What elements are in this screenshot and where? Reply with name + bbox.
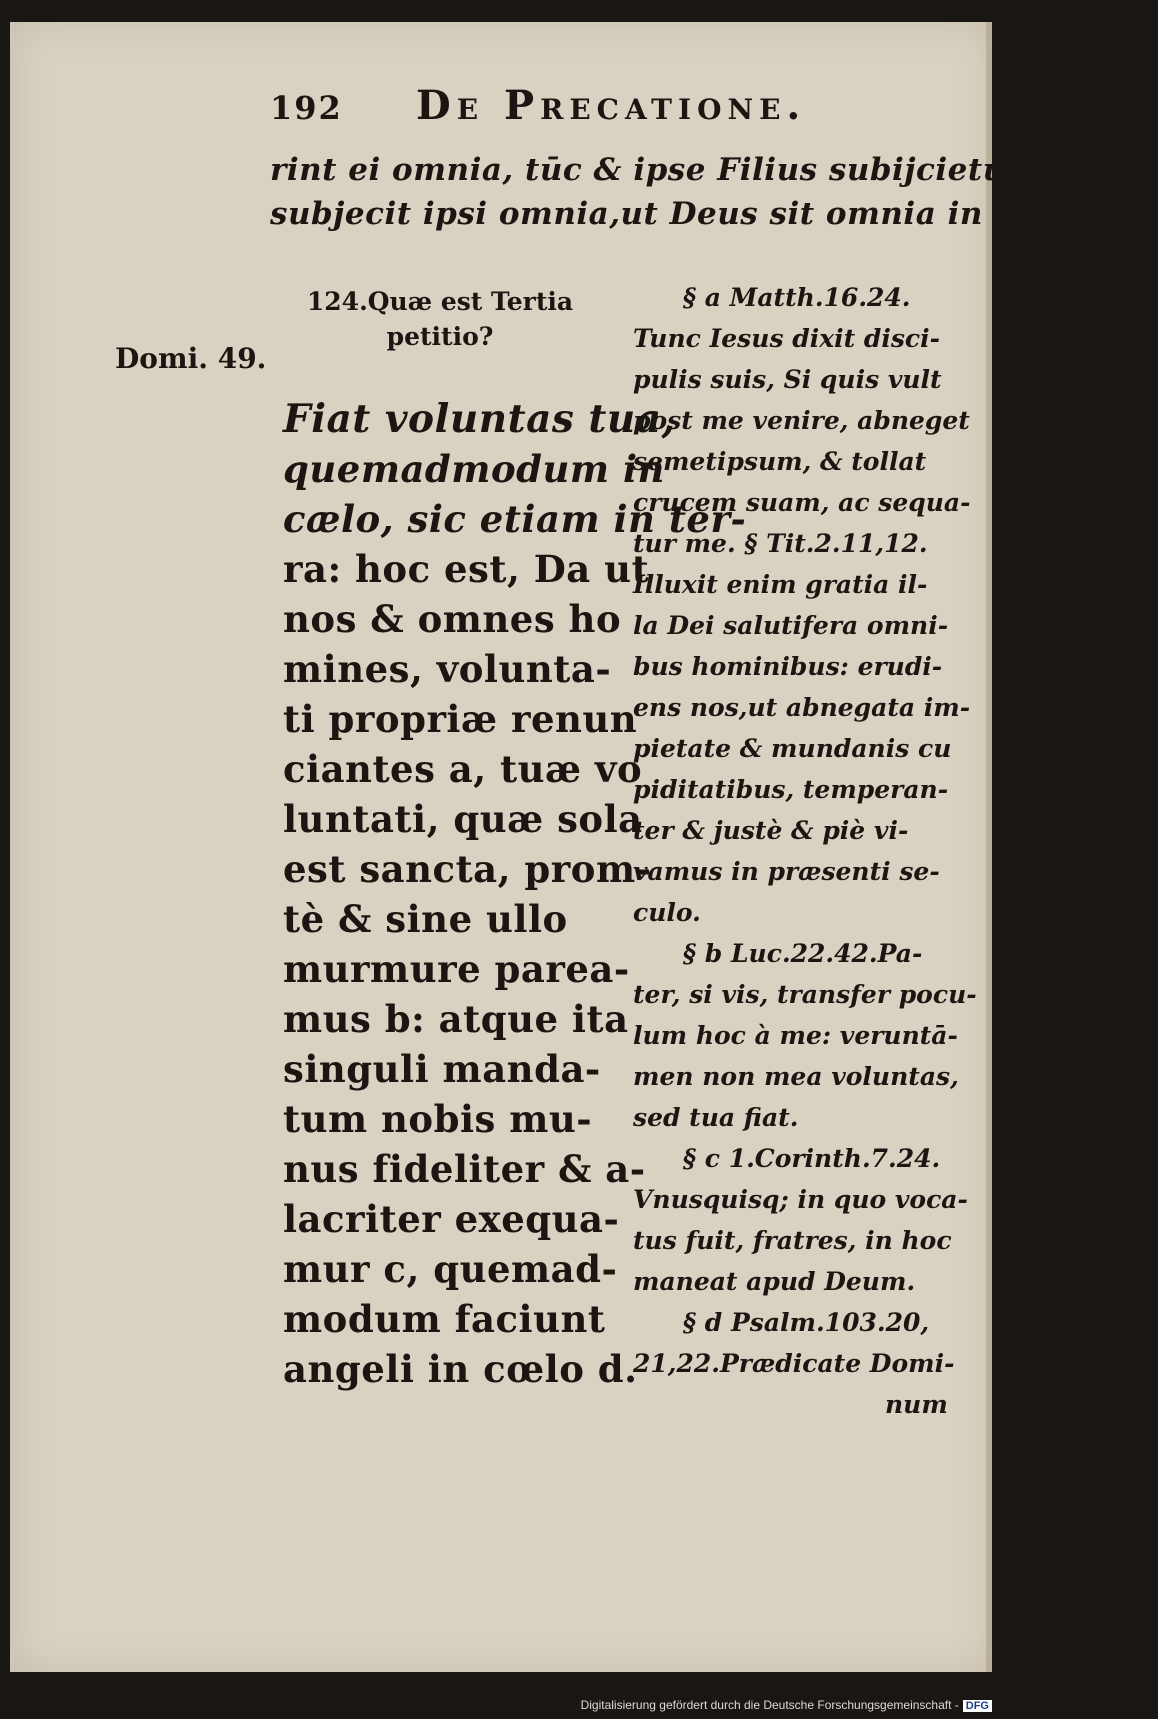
note-line: vamus in præsenti se- (633, 857, 940, 886)
note-line: pietate & mundanis cu (633, 734, 952, 763)
answer-line: murmure parea- (283, 947, 630, 991)
note-line: bus hominibus: erudi- (633, 652, 943, 681)
catchword: num (885, 1390, 948, 1419)
running-head (270, 82, 806, 129)
answer-line: quemadmodum in (283, 447, 665, 491)
answer-line: tum nobis mu- (283, 1097, 593, 1141)
note-line: piditatibus, temperan- (633, 775, 949, 804)
question-label (290, 284, 590, 354)
notes-column (633, 277, 977, 1425)
marginal-note: Domi. 49. (115, 342, 267, 375)
note-line: men non mea voluntas, (633, 1062, 959, 1091)
note-line: Illuxit enim gratia il- (633, 570, 928, 599)
page-edge (986, 22, 992, 1672)
note-line: pulis suis, Si quis vult (633, 365, 942, 394)
answer-line: luntati, quæ sola (283, 797, 643, 841)
running-title: De Precatione. (416, 82, 807, 129)
credit-text: Digitalisierung gefördert durch die Deutsche Forschungsgemeinschaft - (580, 1698, 959, 1712)
note-line: ter & justè & piè vi- (633, 816, 909, 845)
note-line: Tunc Iesus dixit disci- (633, 324, 940, 353)
note-line: post me venire, abneget (633, 406, 970, 435)
answer-line: Fiat voluntas tua, (283, 396, 676, 442)
note-line: § d Psalm.103.20, (683, 1308, 930, 1337)
note-line: tus fuit, fratres, in hoc (633, 1226, 952, 1255)
note-line: lum hoc à me: veruntā- (633, 1021, 958, 1050)
answer-line: ra: hoc est, Da ut (283, 547, 650, 591)
answer-line: singuli manda- (283, 1047, 601, 1091)
answer-line: nus fideliter & a- (283, 1147, 646, 1191)
note-line: maneat apud Deum. (633, 1267, 916, 1296)
note-line: sed tua fiat. (633, 1103, 799, 1132)
answer-line: est sancta, prom- (283, 847, 652, 891)
answer-line: cælo, sic etiam in ter- (283, 497, 747, 541)
note-line: la Dei salutifera omni- (633, 611, 949, 640)
note-line: tur me. § Tit.2.11,12. (633, 529, 928, 558)
answer-line: ti propriæ renun (283, 697, 638, 741)
answer-line: lacriter exequa- (283, 1197, 620, 1241)
note-line: Vnusquisq; in quo voca- (633, 1185, 968, 1214)
note-line: ter, si vis, transfer pocu- (633, 980, 977, 1009)
answer-line: nos & omnes ho (283, 597, 622, 641)
continuation-line: rint ei omnia, tūc & ipse Filius subijcietur ei, qui (270, 152, 1147, 188)
question-line: petitio? (386, 322, 494, 351)
note-line: ens nos,ut abnegata im- (633, 693, 971, 722)
page-number: 192 (270, 89, 343, 127)
dfg-logo-icon: DFG (963, 1700, 992, 1712)
answer-line: mur c, quemad- (283, 1247, 618, 1291)
digitization-credit (0, 1698, 992, 1712)
answer-line: mines, volunta- (283, 647, 612, 691)
note-line: crucem suam, ac sequa- (633, 488, 971, 517)
note-line: culo. (633, 898, 701, 927)
continuation-line: subjecit ipsi omnia,ut Deus sit omnia in omnibus. (270, 196, 1158, 232)
answer-line: modum faciunt (283, 1297, 606, 1341)
note-line: § b Luc.22.42.Pa- (683, 939, 923, 968)
note-line: semetipsum, & tollat (633, 447, 927, 476)
answer-line: tè & sine ullo (283, 897, 568, 941)
answer-line: mus b: atque ita (283, 997, 629, 1041)
answer-line: ciantes a, tuæ vo (283, 747, 643, 791)
note-line: § c 1.Corinth.7.24. (683, 1144, 941, 1173)
question-line: 124.Quæ est Tertia (306, 287, 574, 316)
note-line: § a Matth.16.24. (683, 283, 911, 312)
answer-line: angeli in cœlo d. (283, 1347, 638, 1391)
note-line: 21,22.Prædicate Domi- (633, 1349, 955, 1378)
